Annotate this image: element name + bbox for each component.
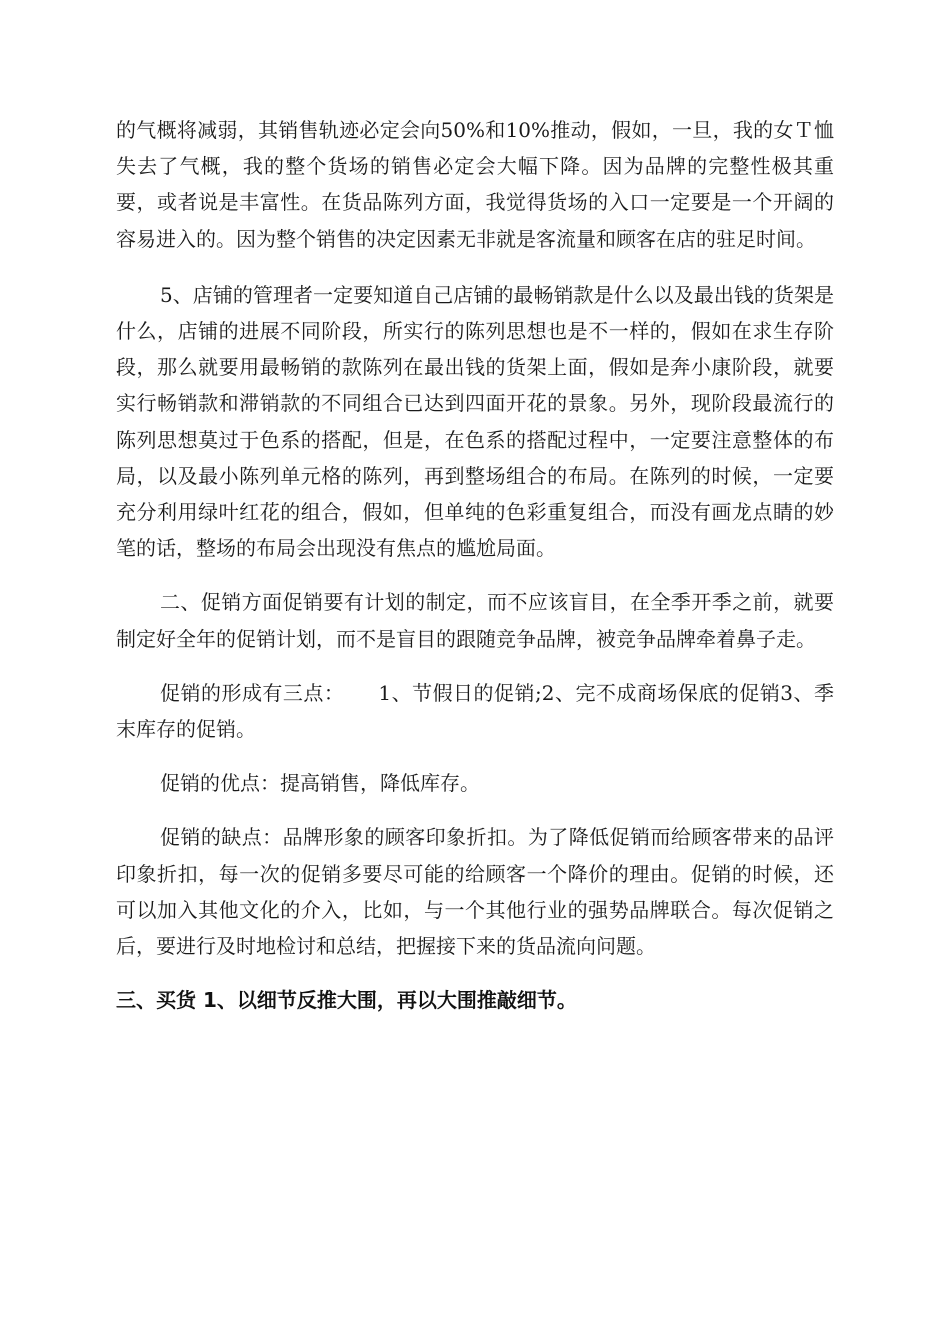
paragraph-display-management: 5、店铺的管理者一定要知道自己店铺的最畅销款是什么以及最出钱的货架是什么，店铺的进展不同阶段，所实行的陈列思想也是不一样的，假如在求生存阶段，那么就要用最畅销的款陈列在最出钱的货架上面，假如是奔小康阶段，就要实行畅销款和滞销款的不同组合已达到四面开花的景象。另外，现阶段最流行的陈列思想莫过于色系的搭配，但是，在色系的搭配过程中，一定要注意整体的布局，以及最小陈列单元格的陈列，再到整场组合的布局。在陈列的时候，一定要充分利用绿叶红花的组合，假如，但单纯的色彩重复组合，而没有画龙点睛的妙笔的话，整场的布局会出现没有焦点的尴尬局面。 xyxy=(116,282,834,561)
paragraph-promotion-types xyxy=(116,675,834,747)
paragraph-promotion-advantages: 促销的优点：提高销售，降低库存。 xyxy=(160,771,480,796)
paragraph-promotion-disadvantages: 促销的缺点：品牌形象的顾客印象折扣。为了降低促销而给顾客带来的品评印象折扣，每一次的促销多要尽可能的给顾客一个降价的理由。促销的时候，还可以加入其他文化的介入，比如，与一个其他行业的强势品牌联合。每次促销之后，要进行及时地检讨和总结，把握接下来的货品流向问题。 xyxy=(116,825,834,959)
paragraph-continued: 的气概将减弱，其销售轨迹必定会向50%和10%推动，假如，一旦，我的女Ｔ恤失去了气概，我的整个货场的销售必定会大幅下降。因为品牌的完整性极其重要，或者说是丰富性。在货品陈列方面，我觉得货场的入口一定要是一个开阔的容易进入的。因为整个销售的决定因素无非就是客流量和顾客在店的驻足时间。 xyxy=(116,118,834,251)
paragraph-promotion-planning: 二、促销方面促销要有计划的制定，而不应该盲目，在全季开季之前，就要制定好全年的促销计划，而不是盲目的跟随竞争品牌，被竞争品牌牵着鼻子走。 xyxy=(116,590,834,651)
section-heading-buying: 三、买货 1、以细节反推大围，再以大围推敲细节。 xyxy=(116,988,577,1013)
promotion-types-label: 促销的形成有三点： xyxy=(160,680,345,705)
promotion-types-list: 1、节假日的促销;2、完不成商场保底的促销3、季末库存的促销。 xyxy=(116,680,835,742)
document-body xyxy=(116,112,834,1018)
